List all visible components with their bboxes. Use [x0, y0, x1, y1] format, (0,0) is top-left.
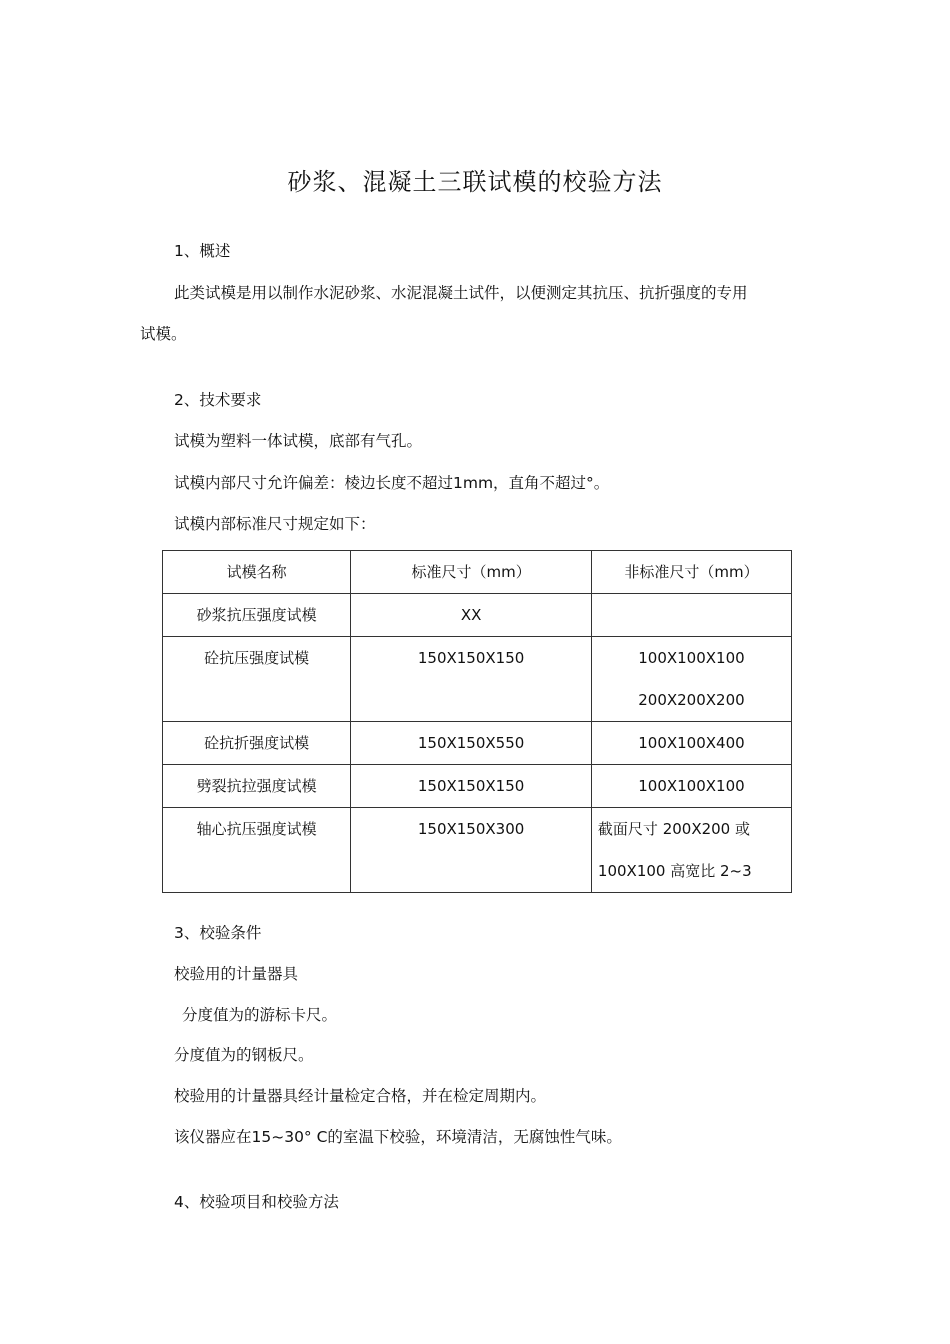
section-3-line-4: 校验用的计量器具经计量检定合格，并在检定周期内。	[174, 1087, 547, 1105]
table-cell-name: 轴心抗压强度试模	[163, 808, 351, 893]
table-cell-standard: 150X150X550	[351, 722, 592, 765]
table-row	[163, 637, 792, 722]
mold-size-table	[162, 550, 792, 893]
section-1-paragraph-line-2: 试模。	[140, 325, 187, 343]
table-cell-name: 砼抗压强度试模	[163, 637, 351, 722]
section-3-line-2: 分度值为的游标卡尺。	[182, 1006, 338, 1024]
section-2-heading: 2、技术要求	[174, 391, 262, 409]
table-cell-name: 砼抗折强度试模	[163, 722, 351, 765]
section-2-line-1: 试模为塑料一体试模，底部有气孔。	[174, 432, 423, 450]
table-cell-standard: 150X150X150	[351, 637, 592, 722]
table-row	[163, 594, 792, 637]
nonstandard-line: 100X100 高宽比 2~3	[597, 862, 752, 880]
table-cell-nonstandard	[591, 637, 791, 722]
nonstandard-line: 200X200X200	[638, 691, 745, 709]
table-cell-nonstandard	[591, 594, 791, 637]
nonstandard-line: 截面尺寸 200X200 或	[597, 820, 750, 838]
section-3-line-1: 校验用的计量器具	[174, 965, 299, 983]
section-1-heading: 1、概述	[174, 242, 231, 260]
section-3-heading: 3、校验条件	[174, 924, 262, 942]
table-header-row	[163, 551, 792, 594]
section-3-line-3: 分度值为的钢板尺。	[174, 1046, 314, 1064]
section-2-line-2: 试模内部尺寸允许偏差：棱边长度不超过1mm，直角不超过°。	[174, 474, 610, 492]
document-title: 砂浆、混凝土三联试模的校验方法	[287, 168, 663, 196]
table-cell-nonstandard: 100X100X100	[591, 765, 791, 808]
table-row	[163, 765, 792, 808]
table-header-cell: 试模名称	[163, 551, 351, 594]
table-cell-nonstandard	[591, 808, 791, 893]
table-cell-name: 劈裂抗拉强度试模	[163, 765, 351, 808]
table-cell-standard: 150X150X300	[351, 808, 592, 893]
section-3-line-5: 该仪器应在15~30° C的室温下校验，环境清洁，无腐蚀性气味。	[174, 1128, 622, 1146]
table-cell-standard: 150X150X150	[351, 765, 592, 808]
table-header-cell: 标准尺寸（mm）	[351, 551, 592, 594]
section-2-line-3: 试模内部标准尺寸规定如下：	[174, 515, 376, 533]
table-row	[163, 808, 792, 893]
section-1-paragraph-line-1: 此类试模是用以制作水泥砂浆、水泥混凝土试件，以便测定其抗压、抗折强度的专用	[174, 284, 748, 302]
table-row	[163, 722, 792, 765]
table-cell-name: 砂浆抗压强度试模	[163, 594, 351, 637]
table-header-cell: 非标准尺寸（mm）	[591, 551, 791, 594]
table-cell-standard: XX	[351, 594, 592, 637]
nonstandard-line: 100X100X100	[638, 649, 745, 667]
section-4-heading: 4、校验项目和校验方法	[174, 1193, 339, 1211]
table-cell-nonstandard: 100X100X400	[591, 722, 791, 765]
